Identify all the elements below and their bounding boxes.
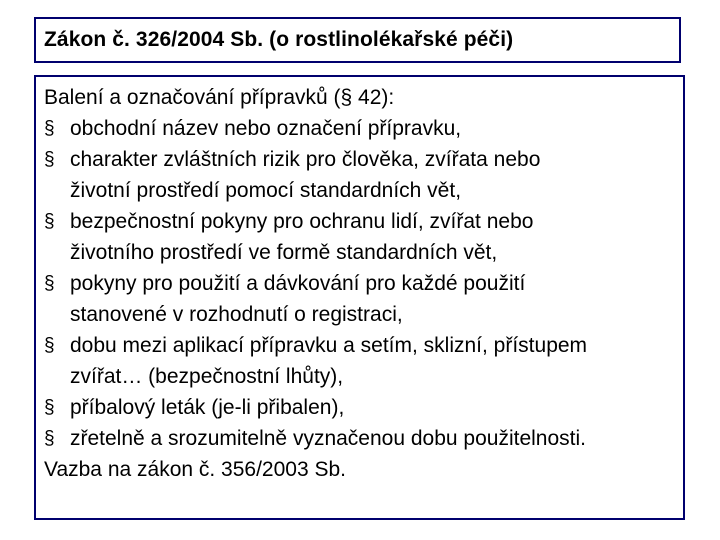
list-item-line: pokyny pro použití a dávkování pro každé použití (70, 272, 526, 295)
section-bullet-icon: § (44, 397, 55, 418)
list-item-line: bezpečnostní pokyny pro ochranu lidí, zvířat nebo (70, 210, 534, 233)
list-item-line: příbalový leták (je-li přibalen), (70, 396, 345, 419)
list-item-line: zřetelně a srozumitelně vyznačenou dobu použitelnosti. (70, 427, 586, 450)
list-item (44, 392, 683, 423)
section-bullet-icon: § (44, 211, 55, 232)
list-item-line: dobu mezi aplikací přípravku a setím, sklizní, přístupem (70, 334, 588, 357)
list-item (44, 423, 683, 454)
list-item (44, 206, 683, 268)
content-box (34, 75, 685, 520)
slide-title: Zákon č. 326/2004 Sb. (o rostlinolékařské péči) (44, 28, 514, 51)
intro-text: Balení a označování přípravků (§ 42): (44, 86, 395, 109)
list-item (44, 268, 683, 330)
list-item-line: stanovené v rozhodnutí o registraci, (70, 303, 403, 326)
list-item-line: obchodní název nebo označení přípravku, (70, 117, 462, 140)
section-bullet-icon: § (44, 273, 55, 294)
section-bullet-icon: § (44, 118, 55, 139)
list-item-line: zvířat… (bezpečnostní lhůty), (70, 365, 344, 388)
title-box (34, 17, 681, 63)
list-item (44, 330, 683, 392)
footer-text: Vazba na zákon č. 356/2003 Sb. (44, 458, 346, 481)
section-bullet-icon: § (44, 428, 55, 449)
list-item-line: charakter zvláštních rizik pro člověka, zvířata nebo (70, 148, 541, 171)
list-item (44, 144, 683, 206)
bullet-list (44, 113, 683, 454)
list-item-line: životního prostředí ve formě standardních vět, (70, 241, 498, 264)
section-bullet-icon: § (44, 149, 55, 170)
section-bullet-icon: § (44, 335, 55, 356)
list-item-line: životní prostředí pomocí standardních vět, (70, 179, 462, 202)
list-item (44, 113, 683, 144)
